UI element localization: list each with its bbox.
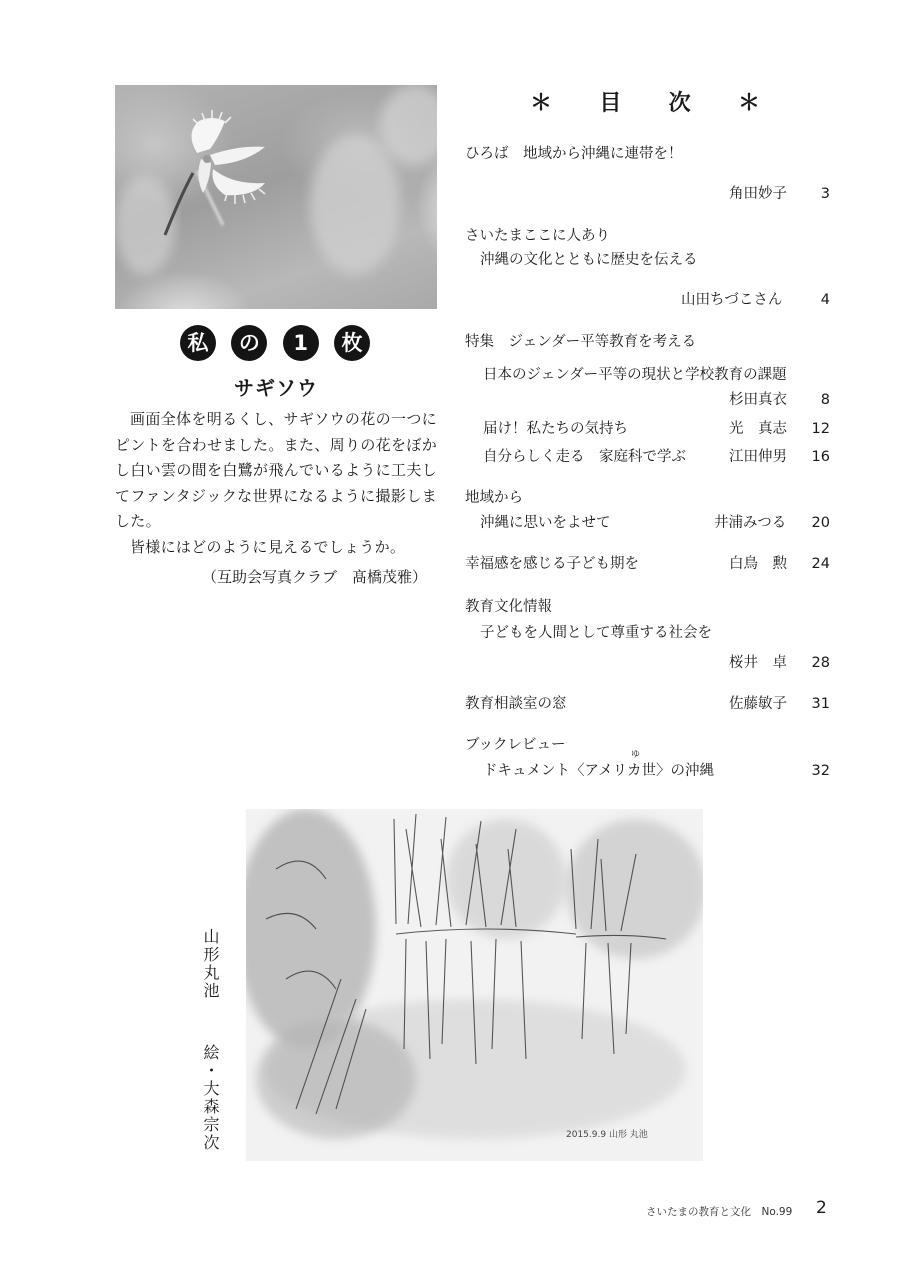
toc-entry[interactable]: 自分らしく走る 家庭科で学ぶ (483, 449, 686, 465)
toc-page: 8 (820, 392, 830, 408)
illustration-title: 山形丸池 (201, 928, 220, 1000)
toc-entry[interactable]: 子どもを人間として尊重する社会を (480, 625, 712, 641)
toc-page: 16 (811, 449, 830, 465)
badge-char: 枚 (334, 325, 370, 361)
toc-section[interactable]: 地域から (465, 490, 523, 506)
toc-title-char: ＊ (737, 91, 760, 116)
toc-entry[interactable]: 届け！私たちの気持ち (483, 421, 628, 437)
badge-char: の (231, 325, 267, 361)
photo-caption (115, 407, 437, 560)
toc-entry[interactable]: 沖縄の文化とともに歴史を伝える (480, 252, 698, 268)
caption-paragraph: 画面全体を明るくし、サギソウの花の一つにピントを合わせました。また、周りの花をぼかし白い雲の間を白鷺が飛んでいるように工夫してファンタジックな世界になるように撮影しました。 (115, 410, 437, 530)
toc-author: 白鳥 勲 (729, 556, 787, 572)
toc-page: 20 (811, 515, 830, 531)
toc-title-char: 目 (599, 91, 622, 116)
sagisou-photo (115, 85, 437, 309)
toc-page: 3 (820, 186, 830, 202)
orchid-flower-illustration (115, 85, 437, 309)
toc-page: 12 (811, 421, 830, 437)
toc-author: 角田妙子 (729, 186, 787, 202)
toc-author: 光 真志 (729, 421, 787, 437)
toc-page: 31 (811, 696, 830, 712)
toc-section[interactable]: ブックレビュー (465, 737, 566, 753)
toc-page: 32 (811, 763, 830, 779)
toc-section[interactable]: 特集 ジェンダー平等教育を考える (465, 334, 697, 350)
toc-author: 桜井 卓 (729, 655, 787, 671)
sketch-signature: 2015.9.9 山形 丸池 (566, 1130, 648, 1140)
toc-author: 井浦みつる (714, 515, 787, 531)
toc-entry[interactable]: ドキュメント〈アメリカ世〉の沖縄 (483, 763, 714, 779)
page-number: 2 (816, 1198, 827, 1218)
toc-entry[interactable]: 日本のジェンダー平等の現状と学校教育の課題 (483, 367, 787, 383)
caption-paragraph: 皆様にはどのように見えるでしょうか。 (130, 537, 406, 556)
toc-author: 杉田真衣 (729, 392, 787, 408)
ruby-annotation: ゆ (631, 750, 641, 760)
badge-char: 1 (283, 325, 319, 361)
toc-page: 4 (820, 292, 830, 308)
badge-char: 私 (180, 325, 216, 361)
toc-entry[interactable]: 沖縄に思いをよせて (480, 515, 611, 531)
toc-entry[interactable]: ひろば 地域から沖縄に連帯を！ (465, 146, 683, 162)
illustration-artist: 絵・大森宗次 (201, 1044, 220, 1152)
toc-author: 江田伸男 (729, 449, 787, 465)
pond-drawing (246, 809, 703, 1161)
toc-entry[interactable]: 教育相談室の窓 (465, 696, 567, 712)
toc-entry[interactable]: 幸福感を感じる子ども期を (465, 556, 639, 572)
my-one-photo-badges (180, 325, 370, 365)
photo-credit: （互助会写真クラブ 髙橋茂雅） (201, 568, 427, 586)
toc-title-char: 次 (668, 91, 691, 116)
pond-sketch (246, 809, 703, 1161)
photo-title: サギソウ (234, 376, 318, 400)
toc-section[interactable]: さいたまここに人あり (465, 228, 610, 244)
toc-section[interactable]: 教育文化情報 (465, 599, 552, 615)
toc-author: 山田ちづこさん (681, 292, 783, 308)
magazine-name: さいたまの教育と文化 No.99 (646, 1206, 793, 1218)
toc-title (530, 86, 760, 117)
toc-page: 28 (811, 655, 830, 671)
toc-title-char: ＊ (530, 91, 553, 116)
toc-page: 24 (811, 556, 830, 572)
toc-author: 佐藤敏子 (729, 696, 787, 712)
